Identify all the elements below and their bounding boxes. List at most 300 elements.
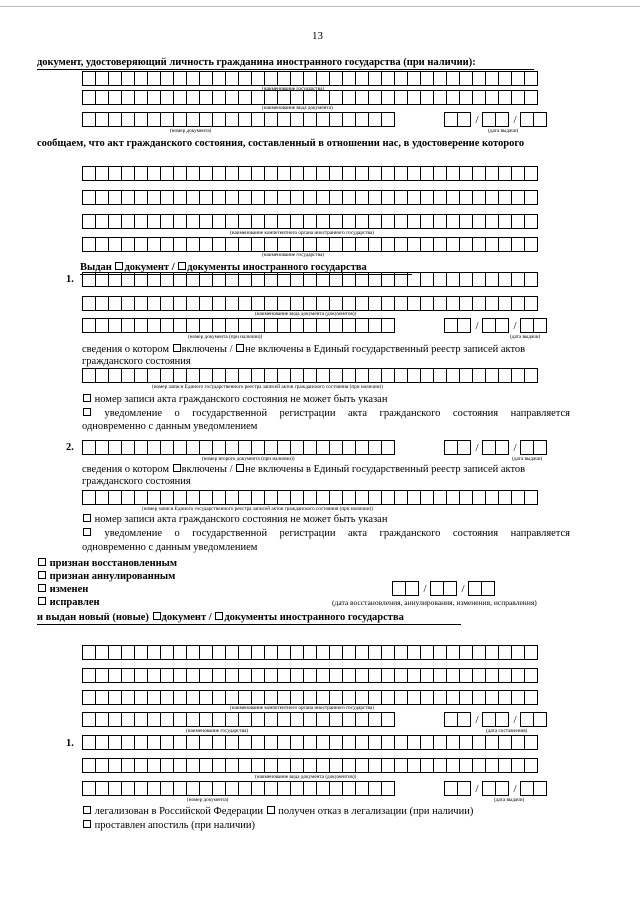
input-cell[interactable] [82, 490, 96, 505]
input-cell[interactable] [405, 581, 419, 596]
input-cell[interactable] [394, 272, 408, 287]
input-cell[interactable] [95, 645, 109, 660]
input-cell[interactable] [485, 190, 499, 205]
input-cell[interactable] [147, 712, 161, 727]
input-cell[interactable] [134, 668, 148, 683]
input-cell[interactable] [498, 237, 512, 252]
input-cell[interactable] [186, 112, 200, 127]
input-cell[interactable] [342, 712, 356, 727]
input-cell[interactable] [108, 490, 122, 505]
input-cell[interactable] [511, 190, 525, 205]
input-cell[interactable] [82, 440, 96, 455]
input-cell[interactable] [147, 272, 161, 287]
new-doc-checkbox[interactable] [153, 612, 161, 620]
input-cell[interactable] [290, 781, 304, 796]
input-cell[interactable] [134, 166, 148, 181]
input-cell[interactable] [394, 668, 408, 683]
input-cell[interactable] [472, 272, 486, 287]
input-cell[interactable] [225, 645, 239, 660]
input-cell[interactable] [212, 735, 226, 750]
input-cell[interactable] [394, 368, 408, 383]
input-cell[interactable] [225, 318, 239, 333]
input-cell[interactable] [381, 272, 395, 287]
input-cell[interactable] [355, 214, 369, 229]
input-cell[interactable] [355, 90, 369, 105]
input-cell[interactable] [264, 690, 278, 705]
input-cell[interactable] [225, 272, 239, 287]
input-cell[interactable] [108, 90, 122, 105]
input-cell[interactable] [238, 166, 252, 181]
input-cell[interactable] [251, 690, 265, 705]
input-cell[interactable] [95, 190, 109, 205]
input-cell[interactable] [368, 112, 382, 127]
item1-issue-date-field[interactable]: / / [445, 318, 547, 333]
input-cell[interactable] [134, 90, 148, 105]
input-cell[interactable] [394, 645, 408, 660]
input-cell[interactable] [303, 781, 317, 796]
input-cell[interactable] [433, 690, 447, 705]
input-cell[interactable] [251, 318, 265, 333]
input-cell[interactable] [368, 272, 382, 287]
input-cell[interactable] [433, 166, 447, 181]
input-cell[interactable] [82, 237, 96, 252]
new-item1-issue-date-field[interactable]: / / [445, 781, 547, 796]
item2-issue-date-field[interactable]: / / [445, 440, 547, 455]
input-cell[interactable] [446, 490, 460, 505]
input-cell[interactable] [147, 90, 161, 105]
input-cell[interactable] [238, 318, 252, 333]
input-cell[interactable] [482, 781, 496, 796]
input-cell[interactable] [355, 318, 369, 333]
input-cell[interactable] [472, 668, 486, 683]
input-cell[interactable] [277, 490, 291, 505]
input-cell[interactable] [342, 90, 356, 105]
input-cell[interactable] [533, 440, 547, 455]
input-cell[interactable] [420, 296, 434, 311]
input-cell[interactable] [225, 690, 239, 705]
input-cell[interactable] [251, 272, 265, 287]
input-cell[interactable] [459, 214, 473, 229]
input-cell[interactable] [420, 735, 434, 750]
input-cell[interactable] [134, 645, 148, 660]
input-cell[interactable] [199, 645, 213, 660]
input-cell[interactable] [199, 112, 213, 127]
input-cell[interactable] [511, 214, 525, 229]
input-cell[interactable] [108, 71, 122, 86]
input-cell[interactable] [329, 166, 343, 181]
input-cell[interactable] [303, 272, 317, 287]
input-cell[interactable] [108, 668, 122, 683]
notification-checkbox[interactable] [83, 408, 91, 416]
input-cell[interactable] [524, 368, 538, 383]
input-cell[interactable] [498, 166, 512, 181]
input-cell[interactable] [199, 735, 213, 750]
input-cell[interactable] [446, 166, 460, 181]
date-year[interactable] [521, 712, 547, 727]
input-cell[interactable] [355, 690, 369, 705]
input-cell[interactable] [264, 296, 278, 311]
input-cell[interactable] [524, 90, 538, 105]
input-cell[interactable] [160, 166, 174, 181]
input-cell[interactable] [95, 318, 109, 333]
input-cell[interactable] [238, 490, 252, 505]
no-record-checkbox[interactable] [83, 514, 91, 522]
input-cell[interactable] [108, 368, 122, 383]
input-cell[interactable] [212, 237, 226, 252]
input-cell[interactable] [251, 645, 265, 660]
input-cell[interactable] [433, 668, 447, 683]
input-cell[interactable] [446, 90, 460, 105]
input-cell[interactable] [82, 690, 96, 705]
input-cell[interactable] [277, 237, 291, 252]
input-cell[interactable] [108, 690, 122, 705]
input-cell[interactable] [533, 318, 547, 333]
input-cell[interactable] [108, 645, 122, 660]
input-cell[interactable] [238, 645, 252, 660]
input-cell[interactable] [277, 190, 291, 205]
input-cell[interactable] [368, 368, 382, 383]
input-cell[interactable] [173, 237, 187, 252]
input-cell[interactable] [394, 71, 408, 86]
input-cell[interactable] [160, 318, 174, 333]
input-cell[interactable] [95, 214, 109, 229]
input-cell[interactable] [457, 440, 471, 455]
doc-number-field[interactable] [82, 112, 395, 127]
input-cell[interactable] [329, 190, 343, 205]
input-cell[interactable] [368, 781, 382, 796]
input-cell[interactable] [381, 690, 395, 705]
input-cell[interactable] [147, 735, 161, 750]
input-cell[interactable] [82, 214, 96, 229]
input-cell[interactable] [459, 668, 473, 683]
input-cell[interactable] [264, 712, 278, 727]
input-cell[interactable] [186, 735, 200, 750]
input-cell[interactable] [147, 645, 161, 660]
input-cell[interactable] [342, 368, 356, 383]
input-cell[interactable] [329, 112, 343, 127]
new-authority-field-1[interactable] [82, 645, 538, 660]
input-cell[interactable] [147, 112, 161, 127]
input-cell[interactable] [264, 237, 278, 252]
input-cell[interactable] [199, 71, 213, 86]
input-cell[interactable] [420, 758, 434, 773]
input-cell[interactable] [420, 690, 434, 705]
input-cell[interactable] [82, 368, 96, 383]
input-cell[interactable] [472, 166, 486, 181]
input-cell[interactable] [498, 690, 512, 705]
new-item1-doc-number-field[interactable] [82, 781, 395, 796]
input-cell[interactable] [186, 490, 200, 505]
input-cell[interactable] [186, 214, 200, 229]
input-cell[interactable] [498, 490, 512, 505]
input-cell[interactable] [238, 781, 252, 796]
input-cell[interactable] [355, 71, 369, 86]
input-cell[interactable] [511, 668, 525, 683]
input-cell[interactable] [264, 735, 278, 750]
input-cell[interactable] [394, 758, 408, 773]
issue-date-field[interactable]: / / [445, 112, 547, 127]
new-state-field[interactable] [82, 712, 395, 727]
input-cell[interactable] [342, 272, 356, 287]
input-cell[interactable] [329, 645, 343, 660]
input-cell[interactable] [82, 668, 96, 683]
input-cell[interactable] [498, 758, 512, 773]
input-cell[interactable] [121, 296, 135, 311]
input-cell[interactable] [212, 190, 226, 205]
input-cell[interactable] [457, 712, 471, 727]
input-cell[interactable] [225, 735, 239, 750]
input-cell[interactable] [316, 758, 330, 773]
input-cell[interactable] [95, 668, 109, 683]
input-cell[interactable] [355, 781, 369, 796]
input-cell[interactable] [212, 112, 226, 127]
input-cell[interactable] [355, 368, 369, 383]
input-cell[interactable] [498, 71, 512, 86]
input-cell[interactable] [95, 272, 109, 287]
input-cell[interactable] [444, 712, 458, 727]
input-cell[interactable] [316, 368, 330, 383]
input-cell[interactable] [290, 166, 304, 181]
input-cell[interactable] [147, 490, 161, 505]
input-cell[interactable] [303, 735, 317, 750]
input-cell[interactable] [225, 781, 239, 796]
input-cell[interactable] [173, 112, 187, 127]
input-cell[interactable] [342, 645, 356, 660]
input-cell[interactable] [329, 781, 343, 796]
input-cell[interactable] [303, 214, 317, 229]
input-cell[interactable] [342, 735, 356, 750]
input-cell[interactable] [329, 735, 343, 750]
input-cell[interactable] [225, 668, 239, 683]
input-cell[interactable] [134, 214, 148, 229]
input-cell[interactable] [134, 318, 148, 333]
input-cell[interactable] [82, 166, 96, 181]
input-cell[interactable] [498, 190, 512, 205]
input-cell[interactable] [225, 237, 239, 252]
input-cell[interactable] [290, 490, 304, 505]
input-cell[interactable] [121, 645, 135, 660]
input-cell[interactable] [420, 90, 434, 105]
input-cell[interactable] [394, 237, 408, 252]
input-cell[interactable] [472, 296, 486, 311]
input-cell[interactable] [147, 71, 161, 86]
input-cell[interactable] [147, 758, 161, 773]
input-cell[interactable] [108, 190, 122, 205]
input-cell[interactable] [134, 735, 148, 750]
input-cell[interactable] [459, 71, 473, 86]
input-cell[interactable] [407, 735, 421, 750]
input-cell[interactable] [511, 368, 525, 383]
input-cell[interactable] [520, 440, 534, 455]
input-cell[interactable] [160, 112, 174, 127]
input-cell[interactable] [121, 112, 135, 127]
input-cell[interactable] [498, 668, 512, 683]
input-cell[interactable] [485, 296, 499, 311]
input-cell[interactable] [290, 668, 304, 683]
input-cell[interactable] [368, 166, 382, 181]
input-cell[interactable] [407, 166, 421, 181]
input-cell[interactable] [433, 237, 447, 252]
authority-state-field[interactable] [82, 237, 538, 252]
input-cell[interactable] [472, 690, 486, 705]
input-cell[interactable] [433, 490, 447, 505]
input-cell[interactable] [186, 237, 200, 252]
input-cell[interactable] [407, 368, 421, 383]
input-cell[interactable] [277, 112, 291, 127]
input-cell[interactable] [459, 237, 473, 252]
input-cell[interactable] [472, 190, 486, 205]
input-cell[interactable] [95, 237, 109, 252]
input-cell[interactable] [368, 735, 382, 750]
input-cell[interactable] [485, 214, 499, 229]
input-cell[interactable] [342, 112, 356, 127]
input-cell[interactable] [199, 237, 213, 252]
input-cell[interactable] [433, 214, 447, 229]
input-cell[interactable] [108, 758, 122, 773]
input-cell[interactable] [533, 781, 547, 796]
input-cell[interactable] [303, 90, 317, 105]
input-cell[interactable] [368, 214, 382, 229]
input-cell[interactable] [430, 581, 444, 596]
input-cell[interactable] [173, 490, 187, 505]
input-cell[interactable] [160, 758, 174, 773]
input-cell[interactable] [303, 690, 317, 705]
input-cell[interactable] [277, 781, 291, 796]
input-cell[interactable] [329, 440, 343, 455]
input-cell[interactable] [108, 296, 122, 311]
input-cell[interactable] [95, 368, 109, 383]
input-cell[interactable] [420, 71, 434, 86]
input-cell[interactable] [199, 214, 213, 229]
input-cell[interactable] [251, 781, 265, 796]
input-cell[interactable] [238, 112, 252, 127]
input-cell[interactable] [186, 668, 200, 683]
input-cell[interactable] [108, 440, 122, 455]
input-cell[interactable] [238, 690, 252, 705]
input-cell[interactable] [407, 190, 421, 205]
input-cell[interactable] [381, 112, 395, 127]
input-cell[interactable] [134, 690, 148, 705]
input-cell[interactable] [290, 112, 304, 127]
input-cell[interactable] [420, 190, 434, 205]
input-cell[interactable] [303, 190, 317, 205]
input-cell[interactable] [495, 440, 509, 455]
input-cell[interactable] [303, 112, 317, 127]
input-cell[interactable] [482, 112, 496, 127]
input-cell[interactable] [355, 758, 369, 773]
input-cell[interactable] [329, 368, 343, 383]
input-cell[interactable] [173, 645, 187, 660]
input-cell[interactable] [342, 440, 356, 455]
input-cell[interactable] [316, 781, 330, 796]
input-cell[interactable] [533, 712, 547, 727]
input-cell[interactable] [199, 190, 213, 205]
input-cell[interactable] [290, 758, 304, 773]
included-checkbox[interactable] [173, 464, 181, 472]
input-cell[interactable] [342, 490, 356, 505]
input-cell[interactable] [186, 368, 200, 383]
input-cell[interactable] [121, 368, 135, 383]
input-cell[interactable] [485, 90, 499, 105]
input-cell[interactable] [472, 368, 486, 383]
input-cell[interactable] [485, 272, 499, 287]
input-cell[interactable] [381, 645, 395, 660]
input-cell[interactable] [329, 712, 343, 727]
input-cell[interactable] [186, 645, 200, 660]
input-cell[interactable] [433, 645, 447, 660]
input-cell[interactable] [316, 214, 330, 229]
input-cell[interactable] [524, 71, 538, 86]
input-cell[interactable] [212, 90, 226, 105]
input-cell[interactable] [212, 214, 226, 229]
input-cell[interactable] [444, 440, 458, 455]
input-cell[interactable] [108, 272, 122, 287]
input-cell[interactable] [524, 668, 538, 683]
input-cell[interactable] [173, 758, 187, 773]
input-cell[interactable] [290, 735, 304, 750]
input-cell[interactable] [316, 166, 330, 181]
input-cell[interactable] [277, 735, 291, 750]
input-cell[interactable] [457, 112, 471, 127]
input-cell[interactable] [459, 296, 473, 311]
input-cell[interactable] [433, 272, 447, 287]
input-cell[interactable] [251, 112, 265, 127]
input-cell[interactable] [394, 190, 408, 205]
input-cell[interactable] [498, 735, 512, 750]
input-cell[interactable] [394, 166, 408, 181]
input-cell[interactable] [329, 318, 343, 333]
input-cell[interactable] [134, 440, 148, 455]
date-month[interactable] [431, 581, 457, 596]
input-cell[interactable] [303, 490, 317, 505]
input-cell[interactable] [495, 318, 509, 333]
date-year[interactable] [521, 781, 547, 796]
input-cell[interactable] [238, 712, 252, 727]
input-cell[interactable] [520, 712, 534, 727]
input-cell[interactable] [277, 272, 291, 287]
input-cell[interactable] [277, 690, 291, 705]
input-cell[interactable] [225, 112, 239, 127]
input-cell[interactable] [511, 90, 525, 105]
input-cell[interactable] [329, 90, 343, 105]
input-cell[interactable] [238, 758, 252, 773]
input-cell[interactable] [121, 440, 135, 455]
input-cell[interactable] [303, 166, 317, 181]
input-cell[interactable] [446, 758, 460, 773]
input-cell[interactable] [524, 296, 538, 311]
input-cell[interactable] [277, 758, 291, 773]
input-cell[interactable] [524, 190, 538, 205]
input-cell[interactable] [368, 490, 382, 505]
input-cell[interactable] [121, 190, 135, 205]
input-cell[interactable] [443, 581, 457, 596]
input-cell[interactable] [446, 735, 460, 750]
input-cell[interactable] [186, 690, 200, 705]
input-cell[interactable] [511, 71, 525, 86]
input-cell[interactable] [316, 735, 330, 750]
input-cell[interactable] [381, 735, 395, 750]
input-cell[interactable] [277, 440, 291, 455]
input-cell[interactable] [381, 90, 395, 105]
input-cell[interactable] [173, 214, 187, 229]
input-cell[interactable] [498, 368, 512, 383]
input-cell[interactable] [186, 781, 200, 796]
input-cell[interactable] [472, 758, 486, 773]
input-cell[interactable] [511, 296, 525, 311]
input-cell[interactable] [316, 712, 330, 727]
input-cell[interactable] [446, 645, 460, 660]
input-cell[interactable] [342, 781, 356, 796]
